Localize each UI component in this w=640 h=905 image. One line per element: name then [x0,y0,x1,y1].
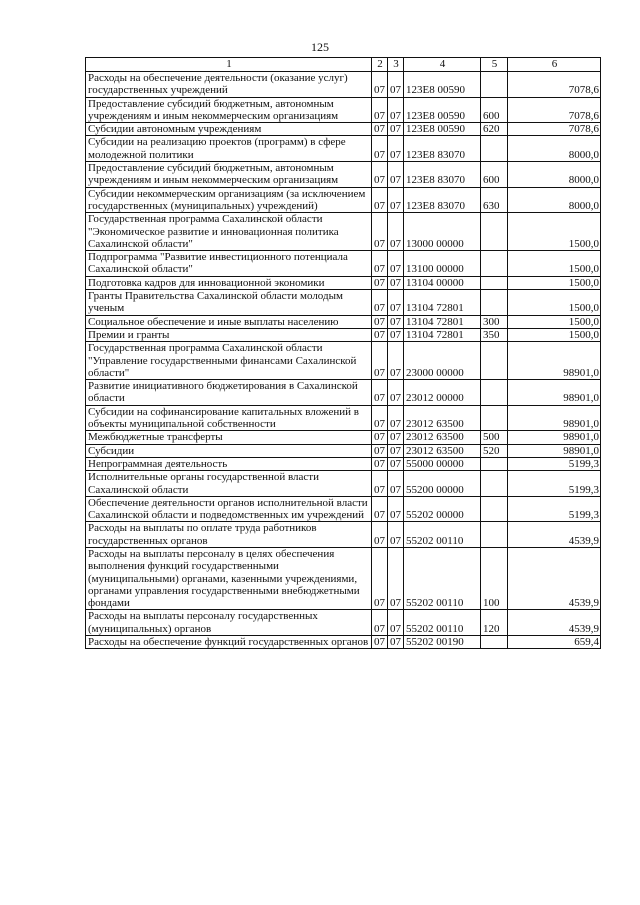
target-article-cell: 23012 63500 [404,444,481,457]
target-article-cell: 55202 00190 [404,636,481,649]
expense-type-cell [481,213,508,251]
section-code-cell: 07 [372,276,388,289]
expense-type-cell [481,342,508,380]
amount-cell: 1500,0 [508,328,601,341]
expense-type-cell [481,522,508,548]
target-article-cell: 55202 00110 [404,522,481,548]
expense-type-cell [481,405,508,431]
section-code-cell: 07 [372,405,388,431]
expense-type-cell: 600 [481,162,508,188]
subsection-code-cell: 07 [388,496,404,522]
section-code-cell: 07 [372,328,388,341]
expense-name-cell: Развитие инициативного бюджетирования в Сахалинской области [86,380,372,406]
expense-name-cell: Субсидии [86,444,372,457]
target-article-cell: 55202 00000 [404,496,481,522]
table-row [86,72,601,98]
table-row [86,328,601,341]
amount-cell: 4539,9 [508,610,601,636]
subsection-code-cell: 07 [388,471,404,497]
expense-name-cell: Расходы на выплаты по оплате труда работников государственных органов [86,522,372,548]
table-row [86,162,601,188]
section-code-cell: 07 [372,290,388,316]
expense-type-cell [481,290,508,316]
table-body [86,72,601,649]
section-code-cell: 07 [372,610,388,636]
target-article-cell: 123E8 83070 [404,162,481,188]
subsection-code-cell: 07 [388,162,404,188]
amount-cell: 7078,6 [508,72,601,98]
column-header: 3 [388,58,404,72]
expense-name-cell: Государственная программа Сахалинской области "Управление государственными финансами Сахалинской области" [86,342,372,380]
table-header-row [86,58,601,72]
amount-cell: 98901,0 [508,444,601,457]
section-code-cell: 07 [372,636,388,649]
amount-cell: 1500,0 [508,290,601,316]
table-row [86,405,601,431]
expense-type-cell [481,496,508,522]
expense-name-cell: Подпрограмма "Развитие инвестиционного потенциала Сахалинской области" [86,251,372,277]
table-row [86,636,601,649]
subsection-code-cell: 07 [388,444,404,457]
amount-cell: 1500,0 [508,213,601,251]
budget-table [85,57,601,649]
subsection-code-cell: 07 [388,547,404,609]
expense-type-cell [481,136,508,162]
expense-name-cell: Расходы на обеспечение деятельности (оказание услуг) государственных учреждений [86,72,372,98]
target-article-cell: 55202 00110 [404,610,481,636]
amount-cell: 8000,0 [508,162,601,188]
table-row [86,342,601,380]
expense-type-cell [481,636,508,649]
subsection-code-cell: 07 [388,123,404,136]
expense-name-cell: Государственная программа Сахалинской области "Экономическое развитие и инновационная политика Сахалинской области" [86,213,372,251]
subsection-code-cell: 07 [388,380,404,406]
expense-name-cell: Субсидии автономным учреждениям [86,123,372,136]
expense-type-cell: 620 [481,123,508,136]
expense-name-cell: Непрограммная деятельность [86,457,372,470]
page-number: 125 [311,40,329,54]
target-article-cell: 123E8 83070 [404,187,481,213]
table-row [86,471,601,497]
expense-name-cell: Субсидии на реализацию проектов (программ) в сфере молодежной политики [86,136,372,162]
expense-name-cell: Предоставление субсидий бюджетным, автономным учреждениям и иным некоммерческим организациям [86,97,372,123]
subsection-code-cell: 07 [388,276,404,289]
target-article-cell: 55200 00000 [404,471,481,497]
amount-cell: 98901,0 [508,431,601,444]
amount-cell: 7078,6 [508,123,601,136]
target-article-cell: 23012 00000 [404,380,481,406]
amount-cell: 4539,9 [508,547,601,609]
amount-cell: 1500,0 [508,315,601,328]
expense-name-cell: Премии и гранты [86,328,372,341]
amount-cell: 4539,9 [508,522,601,548]
target-article-cell: 13104 72801 [404,290,481,316]
column-header: 2 [372,58,388,72]
subsection-code-cell: 07 [388,522,404,548]
target-article-cell: 123E8 00590 [404,123,481,136]
expense-type-cell: 100 [481,547,508,609]
table-row [86,97,601,123]
section-code-cell: 07 [372,342,388,380]
amount-cell: 98901,0 [508,405,601,431]
expense-type-cell: 300 [481,315,508,328]
subsection-code-cell: 07 [388,342,404,380]
expense-name-cell: Подготовка кадров для инновационной экономики [86,276,372,289]
table-row [86,610,601,636]
table-row [86,547,601,609]
section-code-cell: 07 [372,444,388,457]
expense-type-cell: 630 [481,187,508,213]
expense-type-cell: 600 [481,97,508,123]
target-article-cell: 13104 00000 [404,276,481,289]
amount-cell: 1500,0 [508,276,601,289]
subsection-code-cell: 07 [388,290,404,316]
target-article-cell: 23012 63500 [404,405,481,431]
section-code-cell: 07 [372,315,388,328]
table-row [86,457,601,470]
section-code-cell: 07 [372,72,388,98]
target-article-cell: 123E8 00590 [404,72,481,98]
subsection-code-cell: 07 [388,136,404,162]
table-row [86,251,601,277]
expense-name-cell: Исполнительные органы государственной власти Сахалинской области [86,471,372,497]
section-code-cell: 07 [372,123,388,136]
target-article-cell: 13000 00000 [404,213,481,251]
expense-type-cell: 120 [481,610,508,636]
table-row [86,290,601,316]
table-row [86,123,601,136]
subsection-code-cell: 07 [388,610,404,636]
table-row [86,444,601,457]
target-article-cell: 13104 72801 [404,315,481,328]
subsection-code-cell: 07 [388,457,404,470]
section-code-cell: 07 [372,547,388,609]
amount-cell: 659,4 [508,636,601,649]
amount-cell: 8000,0 [508,136,601,162]
column-header: 6 [508,58,601,72]
subsection-code-cell: 07 [388,431,404,444]
table-row [86,522,601,548]
section-code-cell: 07 [372,136,388,162]
column-header: 1 [86,58,372,72]
expense-name-cell: Гранты Правительства Сахалинской области молодым ученым [86,290,372,316]
subsection-code-cell: 07 [388,251,404,277]
subsection-code-cell: 07 [388,405,404,431]
subsection-code-cell: 07 [388,213,404,251]
expense-name-cell: Социальное обеспечение и иные выплаты населению [86,315,372,328]
table-row [86,276,601,289]
target-article-cell: 55000 00000 [404,457,481,470]
subsection-code-cell: 07 [388,315,404,328]
target-article-cell: 13104 72801 [404,328,481,341]
column-header: 4 [404,58,481,72]
table-row [86,213,601,251]
table-row [86,496,601,522]
section-code-cell: 07 [372,97,388,123]
subsection-code-cell: 07 [388,187,404,213]
subsection-code-cell: 07 [388,72,404,98]
amount-cell: 5199,3 [508,496,601,522]
section-code-cell: 07 [372,251,388,277]
expense-name-cell: Расходы на выплаты персоналу государственных (муниципальных) органов [86,610,372,636]
target-article-cell: 123E8 83070 [404,136,481,162]
expense-name-cell: Расходы на выплаты персоналу в целях обеспечения выполнения функций государственными (муниципальными) органами, казенными учреждениями, органами управления государственными внебюджетными фондами [86,547,372,609]
expense-type-cell [481,251,508,277]
expense-type-cell [481,276,508,289]
table-row [86,315,601,328]
expense-name-cell: Обеспечение деятельности органов исполнительной власти Сахалинской области и подведомственных им учреждений [86,496,372,522]
section-code-cell: 07 [372,162,388,188]
table-row [86,380,601,406]
expense-name-cell: Субсидии на софинансирование капитальных вложений в объекты муниципальной собственности [86,405,372,431]
subsection-code-cell: 07 [388,636,404,649]
section-code-cell: 07 [372,522,388,548]
table-row [86,187,601,213]
subsection-code-cell: 07 [388,97,404,123]
expense-type-cell: 520 [481,444,508,457]
expense-name-cell: Предоставление субсидий бюджетным, автономным учреждениям и иным некоммерческим организациям [86,162,372,188]
subsection-code-cell: 07 [388,328,404,341]
expense-type-cell [481,380,508,406]
amount-cell: 98901,0 [508,342,601,380]
expense-type-cell [481,471,508,497]
expense-name-cell: Межбюджетные трансферты [86,431,372,444]
section-code-cell: 07 [372,496,388,522]
expense-name-cell: Расходы на обеспечение функций государственных органов [86,636,372,649]
target-article-cell: 55202 00110 [404,547,481,609]
target-article-cell: 23012 63500 [404,431,481,444]
expense-type-cell [481,72,508,98]
expense-type-cell: 500 [481,431,508,444]
expense-name-cell: Субсидии некоммерческим организациям (за исключением государственных (муниципальных) учреждений) [86,187,372,213]
table-row [86,431,601,444]
amount-cell: 1500,0 [508,251,601,277]
section-code-cell: 07 [372,431,388,444]
amount-cell: 5199,3 [508,457,601,470]
expense-type-cell [481,457,508,470]
section-code-cell: 07 [372,213,388,251]
section-code-cell: 07 [372,380,388,406]
section-code-cell: 07 [372,187,388,213]
column-header: 5 [481,58,508,72]
section-code-cell: 07 [372,471,388,497]
target-article-cell: 123E8 00590 [404,97,481,123]
target-article-cell: 23000 00000 [404,342,481,380]
table-row [86,136,601,162]
amount-cell: 8000,0 [508,187,601,213]
amount-cell: 5199,3 [508,471,601,497]
target-article-cell: 13100 00000 [404,251,481,277]
expense-type-cell: 350 [481,328,508,341]
section-code-cell: 07 [372,457,388,470]
amount-cell: 7078,6 [508,97,601,123]
amount-cell: 98901,0 [508,380,601,406]
